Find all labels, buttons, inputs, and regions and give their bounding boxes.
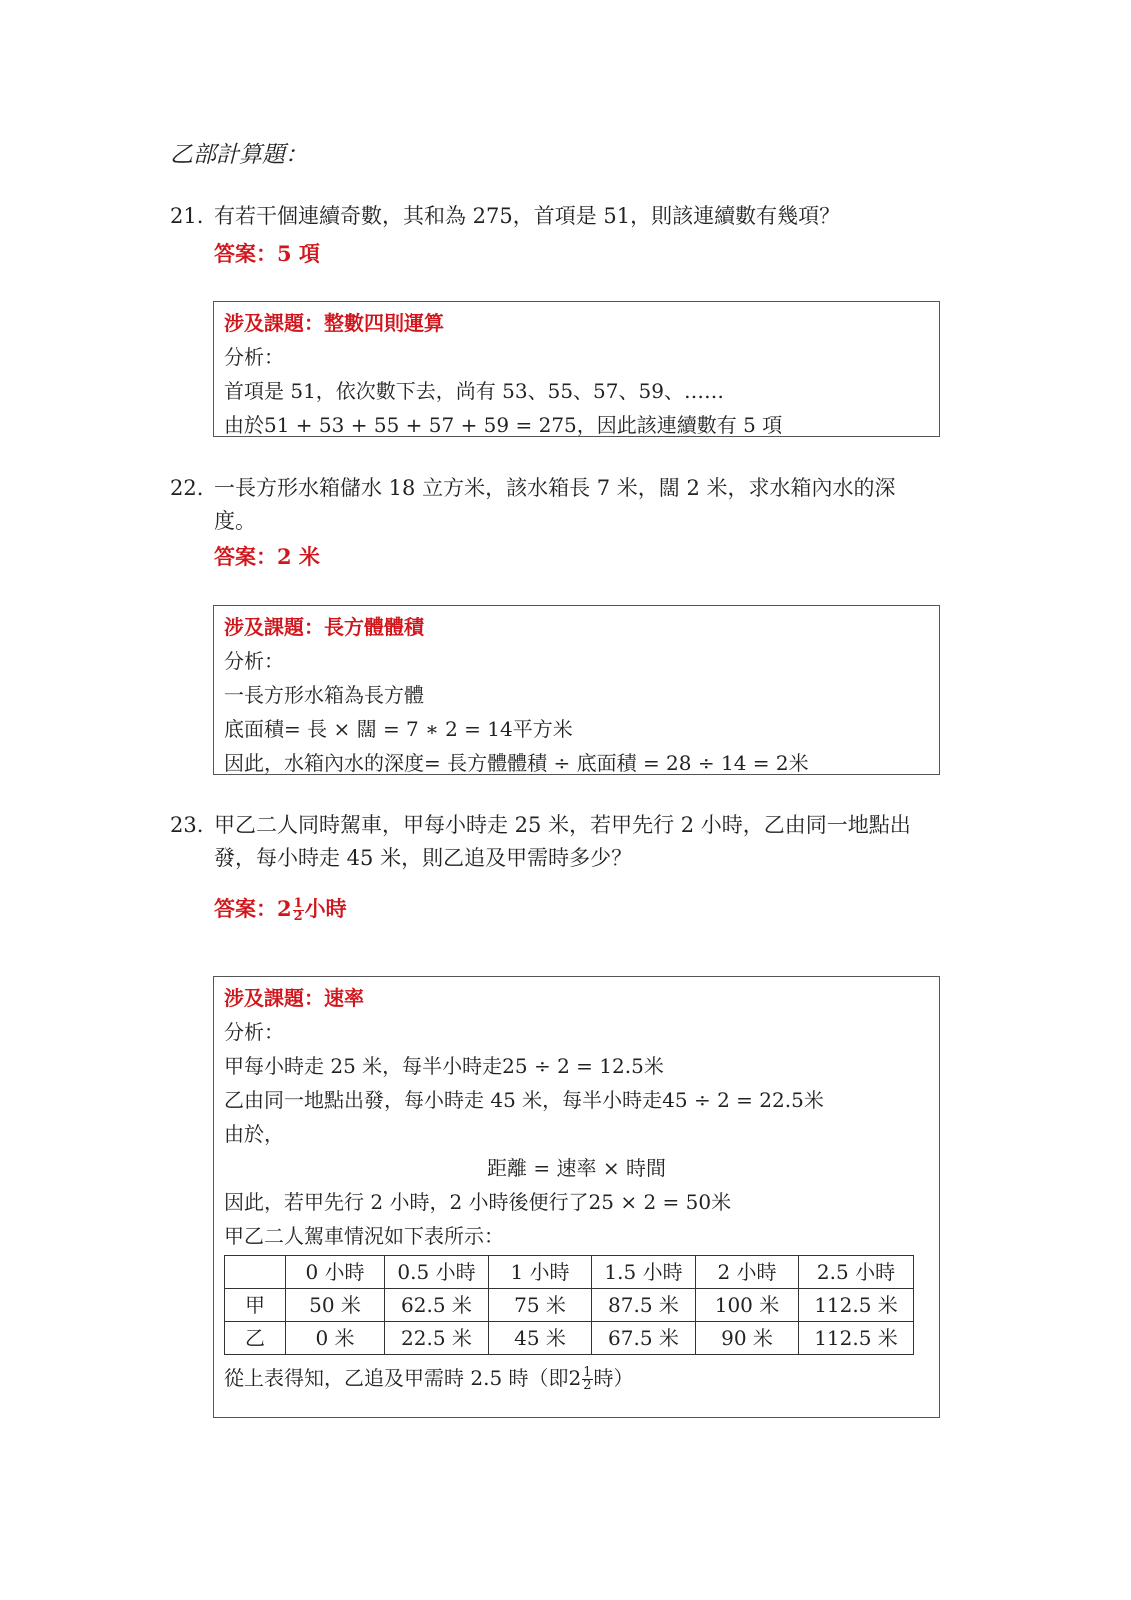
- analysis-line: 甲乙二人駕車情況如下表所示：: [224, 1224, 504, 1248]
- analysis-line: 甲每小時走 25 米，每半小時走25 ÷ 2 = 12.5米: [224, 1054, 664, 1078]
- fraction-denominator: 2: [293, 909, 303, 924]
- table-cell: 0 小時: [286, 1256, 385, 1289]
- answer-unit: 小時: [304, 896, 347, 921]
- analysis-box-23: [213, 976, 940, 1418]
- question-21: [170, 200, 840, 233]
- answer-label: 答案：: [214, 241, 277, 266]
- analysis-box-22: [213, 605, 940, 775]
- answer-value: 5 項: [277, 241, 320, 266]
- topic-line: 涉及課題：整數四則運算: [224, 311, 444, 335]
- table-cell: 112.5 米: [799, 1322, 914, 1355]
- table-cell: 62.5 米: [385, 1289, 489, 1322]
- fraction-numerator: 1: [293, 896, 303, 911]
- question-text: 甲乙二人同時駕車，甲每小時走 25 米，若甲先行 2 小時，乙由同一地點出: [214, 813, 911, 837]
- question-number: 23.: [170, 813, 204, 837]
- table-cell: 45 米: [489, 1322, 592, 1355]
- analysis-label: 分析：: [224, 1020, 284, 1044]
- question-text: 度。: [214, 509, 256, 533]
- answer-21: [214, 238, 320, 268]
- question-23: [170, 809, 911, 875]
- answer-label: 答案：: [214, 544, 277, 569]
- conclusion-fraction: [582, 1367, 592, 1392]
- answer-23: [214, 893, 347, 923]
- answer-fraction: [293, 898, 304, 923]
- analysis-label: 分析：: [224, 649, 284, 673]
- analysis-line: 一長方形水箱為長方體: [224, 683, 424, 707]
- table-row: [225, 1322, 914, 1355]
- table-cell: 67.5 米: [592, 1322, 696, 1355]
- table-cell: 75 米: [489, 1289, 592, 1322]
- formula-line: 距離 = 速率 × 時間: [487, 1156, 666, 1180]
- fraction-denominator: 2: [583, 1378, 592, 1393]
- analysis-line: 因此，若甲先行 2 小時，2 小時後便行了25 × 2 = 50米: [224, 1190, 732, 1214]
- table-cell: [225, 1256, 286, 1289]
- analysis-line: 乙由同一地點出發，每小時走 45 米，每半小時走45 ÷ 2 = 22.5米: [224, 1088, 824, 1112]
- fraction-numerator: 1: [583, 1365, 592, 1380]
- table-cell: 0 米: [286, 1322, 385, 1355]
- table-cell: 甲: [225, 1289, 286, 1322]
- table-cell: 90 米: [696, 1322, 799, 1355]
- topic-line: 涉及課題：長方體體積: [224, 615, 424, 639]
- travel-table: [224, 1255, 914, 1355]
- question-number: 22.: [170, 476, 204, 500]
- analysis-line: 底面積= 長 × 闊 = 7 ∗ 2 = 14平方米: [224, 717, 573, 741]
- analysis-line: 由於51 + 53 + 55 + 57 + 59 = 275，因此該連續數有 5 項: [224, 413, 783, 437]
- analysis-line: 因此，水箱內水的深度= 長方體體積 ÷ 底面積 = 28 ÷ 14 = 2米: [224, 751, 809, 775]
- table-cell: 2.5 小時: [799, 1256, 914, 1289]
- table-cell: 1.5 小時: [592, 1256, 696, 1289]
- table-cell: 112.5 米: [799, 1289, 914, 1322]
- table-row: [225, 1289, 914, 1322]
- analysis-line: 由於，: [224, 1122, 284, 1146]
- table-cell: 100 米: [696, 1289, 799, 1322]
- answer-label: 答案：: [214, 896, 277, 921]
- analysis-label: 分析：: [224, 345, 284, 369]
- table-cell: 2 小時: [696, 1256, 799, 1289]
- table-cell: 87.5 米: [592, 1289, 696, 1322]
- answer-whole: 2: [277, 896, 292, 921]
- analysis-line: 首項是 51，依次數下去，尚有 53、55、57、59、……: [224, 379, 724, 403]
- answer-value: 2 米: [277, 544, 320, 569]
- question-text: 一長方形水箱儲水 18 立方米，該水箱長 7 米，闊 2 米，求水箱內水的深: [214, 476, 896, 500]
- table-cell: 50 米: [286, 1289, 385, 1322]
- section-title: 乙部計算題：: [170, 142, 308, 168]
- table-cell: 乙: [225, 1322, 286, 1355]
- table-cell: 1 小時: [489, 1256, 592, 1289]
- analysis-box-21: [213, 301, 940, 437]
- question-22: [170, 472, 896, 538]
- table-cell: 0.5 小時: [385, 1256, 489, 1289]
- conclusion-line: 從上表得知，乙追及甲需時 2.5 時（即2 $\frac{1}{2}$ 時）: [224, 1365, 634, 1393]
- question-number: 21.: [170, 204, 204, 228]
- topic-line: 涉及課題：速率: [224, 986, 364, 1010]
- table-cell: 22.5 米: [385, 1322, 489, 1355]
- question-text: 發，每小時走 45 米，則乙追及甲需時多少？: [214, 846, 633, 870]
- answer-22: [214, 541, 320, 571]
- question-text: 有若干個連續奇數，其和為 275，首項是 51，則該連續數有幾項？: [214, 204, 841, 228]
- table-header-row: [225, 1256, 914, 1289]
